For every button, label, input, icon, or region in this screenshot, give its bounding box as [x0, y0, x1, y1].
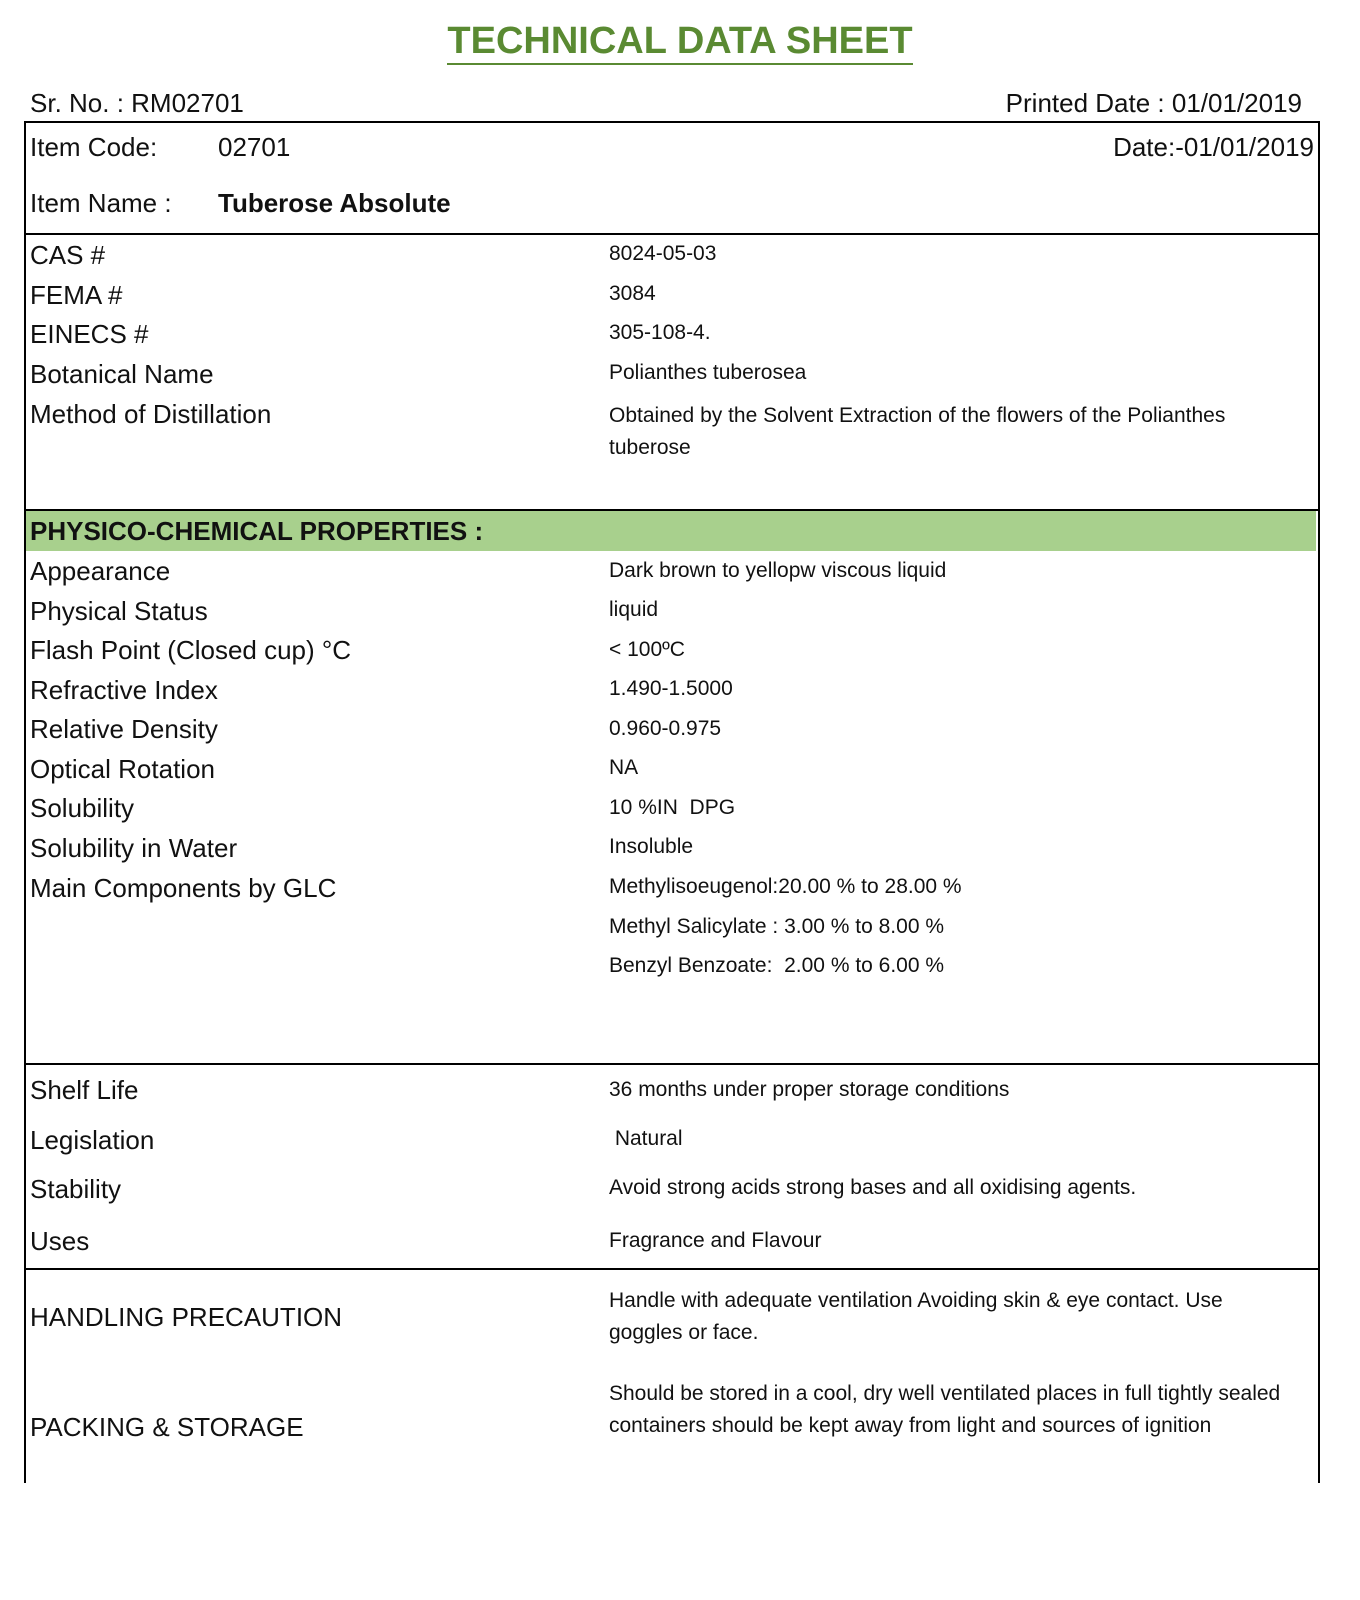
distillation-label: Method of Distillation: [30, 399, 272, 429]
solubility-label: Solubility: [30, 793, 135, 823]
fema-label: FEMA #: [30, 280, 123, 310]
cas-value: 8024-05-03: [609, 242, 717, 265]
shelf-life-value: 36 months under proper storage conditions: [609, 1078, 1010, 1101]
divider: [24, 1063, 1320, 1065]
stability-value: Avoid strong acids strong bases and all oxidising agents.: [609, 1176, 1137, 1199]
item-name-label: Item Name :: [30, 188, 172, 218]
glc-component: Methyl Salicylate : 3.00 % to 8.00 %: [609, 915, 945, 938]
serial-number: Sr. No. : RM02701: [30, 88, 244, 118]
handling-value: Handle with adequate ventilation Avoiding skin & eye contact. Use goggles or face.: [609, 1289, 1223, 1344]
divider: [24, 1268, 1320, 1270]
botanical-name-value: Polianthes tuberosea: [609, 361, 807, 384]
item-date: Date:-01/01/2019: [1113, 132, 1314, 162]
item-code-value: 02701: [218, 132, 291, 162]
handling-label: HANDLING PRECAUTION: [30, 1302, 343, 1332]
physico-heading: PHYSICO-CHEMICAL PROPERTIES :: [30, 516, 484, 546]
botanical-name-label: Botanical Name: [30, 359, 214, 389]
solubility-value: 10 %IN DPG: [609, 796, 736, 819]
refractive-index-label: Refractive Index: [30, 675, 218, 705]
document-title: TECHNICAL DATA SHEET: [0, 20, 1360, 63]
distillation-value: Obtained by the Solvent Extraction of the flowers of the Polianthes tuberose: [609, 404, 1226, 459]
physical-status-label: Physical Status: [30, 596, 208, 626]
flash-point-label: Flash Point (Closed cup) °C: [30, 635, 352, 665]
packing-value: Should be stored in a cool, dry well ventilated places in full tightly sealed containers should be kept away from light and sources of ignition: [609, 1382, 1281, 1437]
relative-density-label: Relative Density: [30, 714, 218, 744]
appearance-value: Dark brown to yellopw viscous liquid: [609, 559, 947, 582]
glc-component: Methylisoeugenol:20.00 % to 28.00 %: [609, 875, 962, 898]
divider: [24, 233, 1320, 235]
stability-label: Stability: [30, 1174, 122, 1204]
legislation-label: Legislation: [30, 1125, 155, 1155]
item-code-label: Item Code:: [30, 132, 158, 162]
relative-density-value: 0.960-0.975: [609, 717, 722, 740]
shelf-life-label: Shelf Life: [30, 1075, 139, 1105]
water-solubility-label: Solubility in Water: [30, 833, 238, 863]
physical-status-value: liquid: [609, 598, 659, 621]
flash-point-value: < 100ºC: [609, 638, 685, 661]
water-solubility-value: Insoluble: [609, 835, 694, 858]
fema-value: 3084: [609, 282, 656, 305]
item-name-value: Tuberose Absolute: [218, 188, 451, 218]
einecs-label: EINECS #: [30, 319, 149, 349]
einecs-value: 305-108-4.: [609, 321, 711, 344]
optical-rotation-label: Optical Rotation: [30, 754, 215, 784]
optical-rotation-value: NA: [609, 756, 639, 779]
printed-date: Printed Date : 01/01/2019: [1005, 88, 1302, 118]
uses-label: Uses: [30, 1226, 90, 1256]
uses-value: Fragrance and Flavour: [609, 1229, 822, 1252]
refractive-index-value: 1.490-1.5000: [609, 677, 733, 700]
cas-label: CAS #: [30, 240, 106, 270]
appearance-label: Appearance: [30, 556, 171, 586]
legislation-value: Natural: [609, 1127, 683, 1150]
glc-component: Benzyl Benzoate: 2.00 % to 6.00 %: [609, 954, 945, 977]
packing-label: PACKING & STORAGE: [30, 1412, 304, 1442]
glc-components-label: Main Components by GLC: [30, 873, 337, 903]
